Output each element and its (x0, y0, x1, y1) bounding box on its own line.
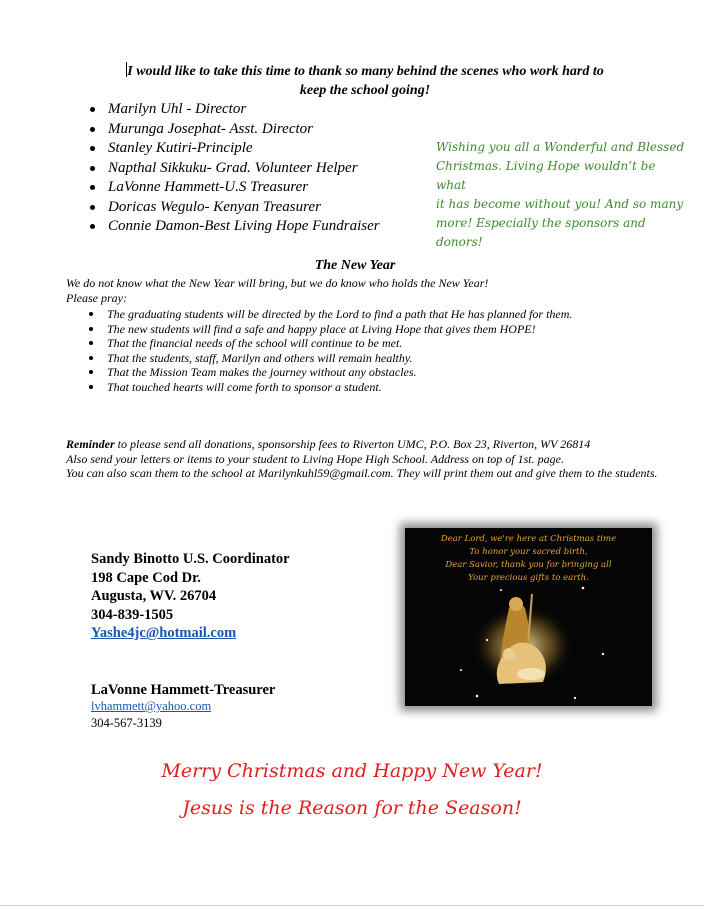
star-icon (486, 639, 488, 641)
prayer-item: That the financial needs of the school will continue to be met. (107, 336, 627, 351)
christmas-poem (405, 533, 652, 585)
reminder-label: Reminder (66, 437, 115, 451)
mary-head (503, 648, 515, 660)
christmas-wish (436, 138, 686, 252)
child-figure (517, 668, 545, 680)
staff-item: Marilyn Uhl - Director (108, 100, 380, 120)
wish-line: Christmas. Living Hope wouldn’t be what (436, 159, 656, 192)
star-icon (602, 653, 604, 655)
joseph-head (509, 597, 523, 611)
staff-item: Doricas Wegulo- Kenyan Treasurer (108, 198, 380, 218)
staff-item: Connie Damon-Best Living Hope Fundraiser (108, 217, 380, 237)
new-year-heading: The New Year (314, 258, 396, 273)
star-icon (582, 587, 585, 590)
coordinator-city: Augusta, WV. 26704 (91, 588, 217, 604)
prayer-item: The graduating students will be directed by the Lord to find a path that He has planned for them. (107, 307, 627, 322)
prayer-list (107, 307, 627, 394)
staff-item: Napthal Sikkuku- Grad. Volunteer Helper (108, 159, 380, 179)
star-icon (460, 669, 462, 671)
staff-item: LaVonne Hammett-U.S Treasurer (108, 178, 380, 198)
reminder-line: Reminder to please send all donations, sponsorship fees to Riverton UMC, P.O. Box 23, Riverton, WV 26814 (66, 437, 591, 451)
prayer-item: That the Mission Team makes the journey without any obstacles. (107, 365, 627, 380)
poem-line: Dear Savior, thank you for bringing all (445, 560, 612, 570)
coordinator-email-link[interactable]: Yashe4jc@hotmail.com (91, 625, 237, 641)
please-pray-label: Please pray: (66, 290, 127, 305)
wish-line: it has become without you! And so many (436, 197, 684, 211)
coordinator-street: 198 Cape Cod Dr. (91, 569, 201, 586)
prayer-item: The new students will find a safe and happy place at Living Hope that gives them HOPE! (107, 322, 627, 337)
coordinator-contact (91, 550, 290, 643)
prayer-item: That touched hearts will come forth to sponsor a student. (107, 380, 627, 395)
closing-greeting: Merry Christmas and Happy New Year! (161, 760, 543, 782)
new-year-intro (66, 276, 666, 305)
reminder-paragraph (66, 437, 666, 481)
thanks-heading-line2: keep the school going! (299, 83, 431, 98)
reminder-line: You can also scan them to the school at Marilynkuhl59@gmail.com. They will print them out and give them to the students. (66, 466, 658, 480)
poem-line: Dear Lord, we're here at Christmas time (440, 534, 617, 544)
thanks-heading (80, 62, 650, 100)
page-bottom-divider (0, 905, 704, 906)
treasurer-contact (91, 681, 275, 732)
closing-message: Jesus is the Reason for the Season! (182, 797, 522, 819)
poem-line: Your precious gifts to earth. (468, 573, 589, 583)
star-icon (574, 697, 576, 699)
star-icon (500, 589, 502, 591)
intro-line: We do not know what the New Year will bring, but we do know who holds the New Year! (66, 276, 489, 290)
wish-line: more! Especially the sponsors and donors! (436, 216, 646, 249)
staff-item: Murunga Josephat- Asst. Director (108, 120, 380, 140)
treasurer-name: LaVonne Hammett-Treasurer (91, 682, 276, 698)
staff-list (108, 100, 380, 237)
coordinator-phone: 304-839-1505 (91, 606, 174, 623)
treasurer-email-link[interactable]: lvhammett@yahoo.com (91, 699, 212, 713)
prayer-item: That the students, staff, Marilyn and others will remain healthy. (107, 351, 627, 366)
treasurer-phone: 304-567-3139 (91, 716, 162, 730)
coordinator-name: Sandy Binotto U.S. Coordinator (91, 551, 290, 567)
reminder-line: Also send your letters or items to your student to Living Hope High School. Address on top of 1st. page. (66, 451, 564, 466)
thanks-heading-line1: I would like to take this time to thank so many behind the scenes who work hard to (127, 64, 604, 79)
poem-line: To honor your sacred birth, (469, 547, 588, 557)
staff-item: Stanley Kutiri-Principle (108, 139, 380, 159)
nativity-card (405, 528, 652, 706)
wish-line: Wishing you all a Wonderful and Blessed (436, 140, 685, 154)
star-icon (476, 695, 479, 698)
